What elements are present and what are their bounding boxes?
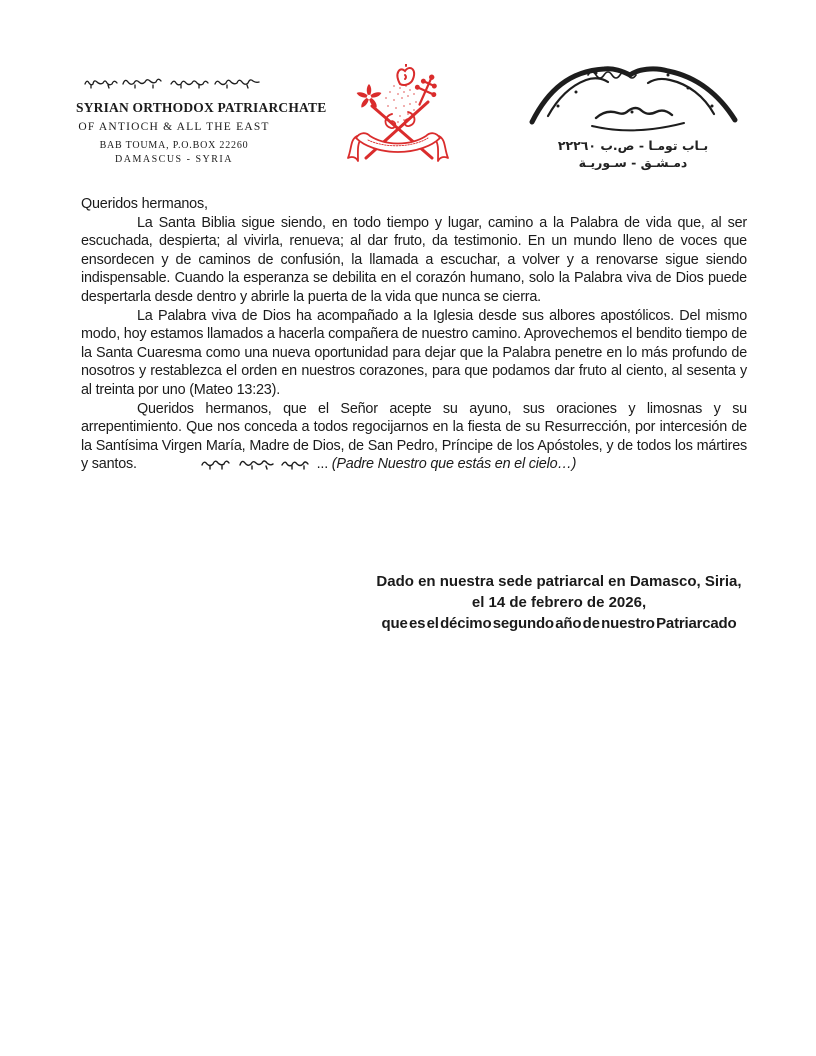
letterhead-english-block xyxy=(76,76,327,165)
dateline-line2: el 14 de febrero de 2026, xyxy=(471,593,647,611)
org-address: BAB TOUMA, P.O.BOX 22260 xyxy=(99,140,249,151)
syriac-script-line xyxy=(76,76,272,91)
org-name: SYRIAN ORTHODOX PATRIARCHATE xyxy=(76,100,327,115)
paragraph-2: La Palabra viva de Dios ha acompañado a la Iglesia desde sus albores apostólicos. Del mismo modo, hoy estamos llamados a hacerla compañera de nuestro camino. Aprovechemos el bendito tiempo de la Santa Cuaresma como una nueva oportunidad para dejar que la Palabra penetre en lo más profundo de nosotros y restablezca el orden en nuestros corazones, para que podamos dar fruto al ciento, al sesenta y al treinta por uno (Mateo 13:23). xyxy=(81,307,747,398)
arabic-address-line2: دمـشـق - سـوريـة xyxy=(578,155,688,170)
dateline-line1: Dado en nuestra sede patriarcal en Damasco, Siria, xyxy=(376,572,742,590)
syriac-inline-script-icon xyxy=(142,457,316,476)
org-subtitle: OF ANTIOCH & ALL THE EAST xyxy=(78,121,270,133)
paragraph-3-italic: (Padre Nuestro que estás en el cielo…) xyxy=(331,456,577,473)
org-city: DAMASCUS - SYRIA xyxy=(115,154,233,165)
arabic-calligraphy-icon xyxy=(512,60,754,136)
dateline xyxy=(339,571,779,634)
dateline-line3: que es el décimo segundo año de nuestro Patriarcado xyxy=(381,614,737,632)
paragraph-3-text: Queridos hermanos, que el Señor acepte su ayuno, sus oraciones y limosnas y su arrepentimiento. Que nos conceda a todos regocijarnos en la fiesta de su Resurrección, por intercesión de la Santísima Virgen María, Madre de Dios, de San Pedro, Príncipe de los Apóstoles, y de todos los mártires y santos. xyxy=(81,400,747,473)
letterhead-arabic-block xyxy=(512,60,754,171)
greeting-line: Queridos hermanos, xyxy=(81,196,208,212)
paragraph-1: La Santa Biblia sigue siendo, en todo tiempo y lugar, camino a la Palabra de vida que, al ser escuchada, despierta; al vivirla, renueva; al dar fruto, da testimonio. En un mundo lleno de voces que ensordecen y de caminos de confusión, la llamada a escuchar, a volver y a renovarse sigue siendo indispensable. Cuando la esperanza se debilita en el corazón humano, solo la Palabra viva de Dios puede despertarla desde dentro y abrirle la puerta de la vida que nunca se cierra. xyxy=(81,214,747,305)
letter-body xyxy=(81,195,747,634)
arabic-address-line1: بـاب تومـا - ص.ب ٢٢٢٦٠ xyxy=(557,138,709,153)
paragraph-3 xyxy=(81,400,747,476)
paragraph-3-ellipsis: ... xyxy=(316,456,332,473)
rosette xyxy=(356,84,382,109)
syriac-script-icon xyxy=(81,76,267,90)
patriarchal-crest-icon xyxy=(342,64,456,170)
